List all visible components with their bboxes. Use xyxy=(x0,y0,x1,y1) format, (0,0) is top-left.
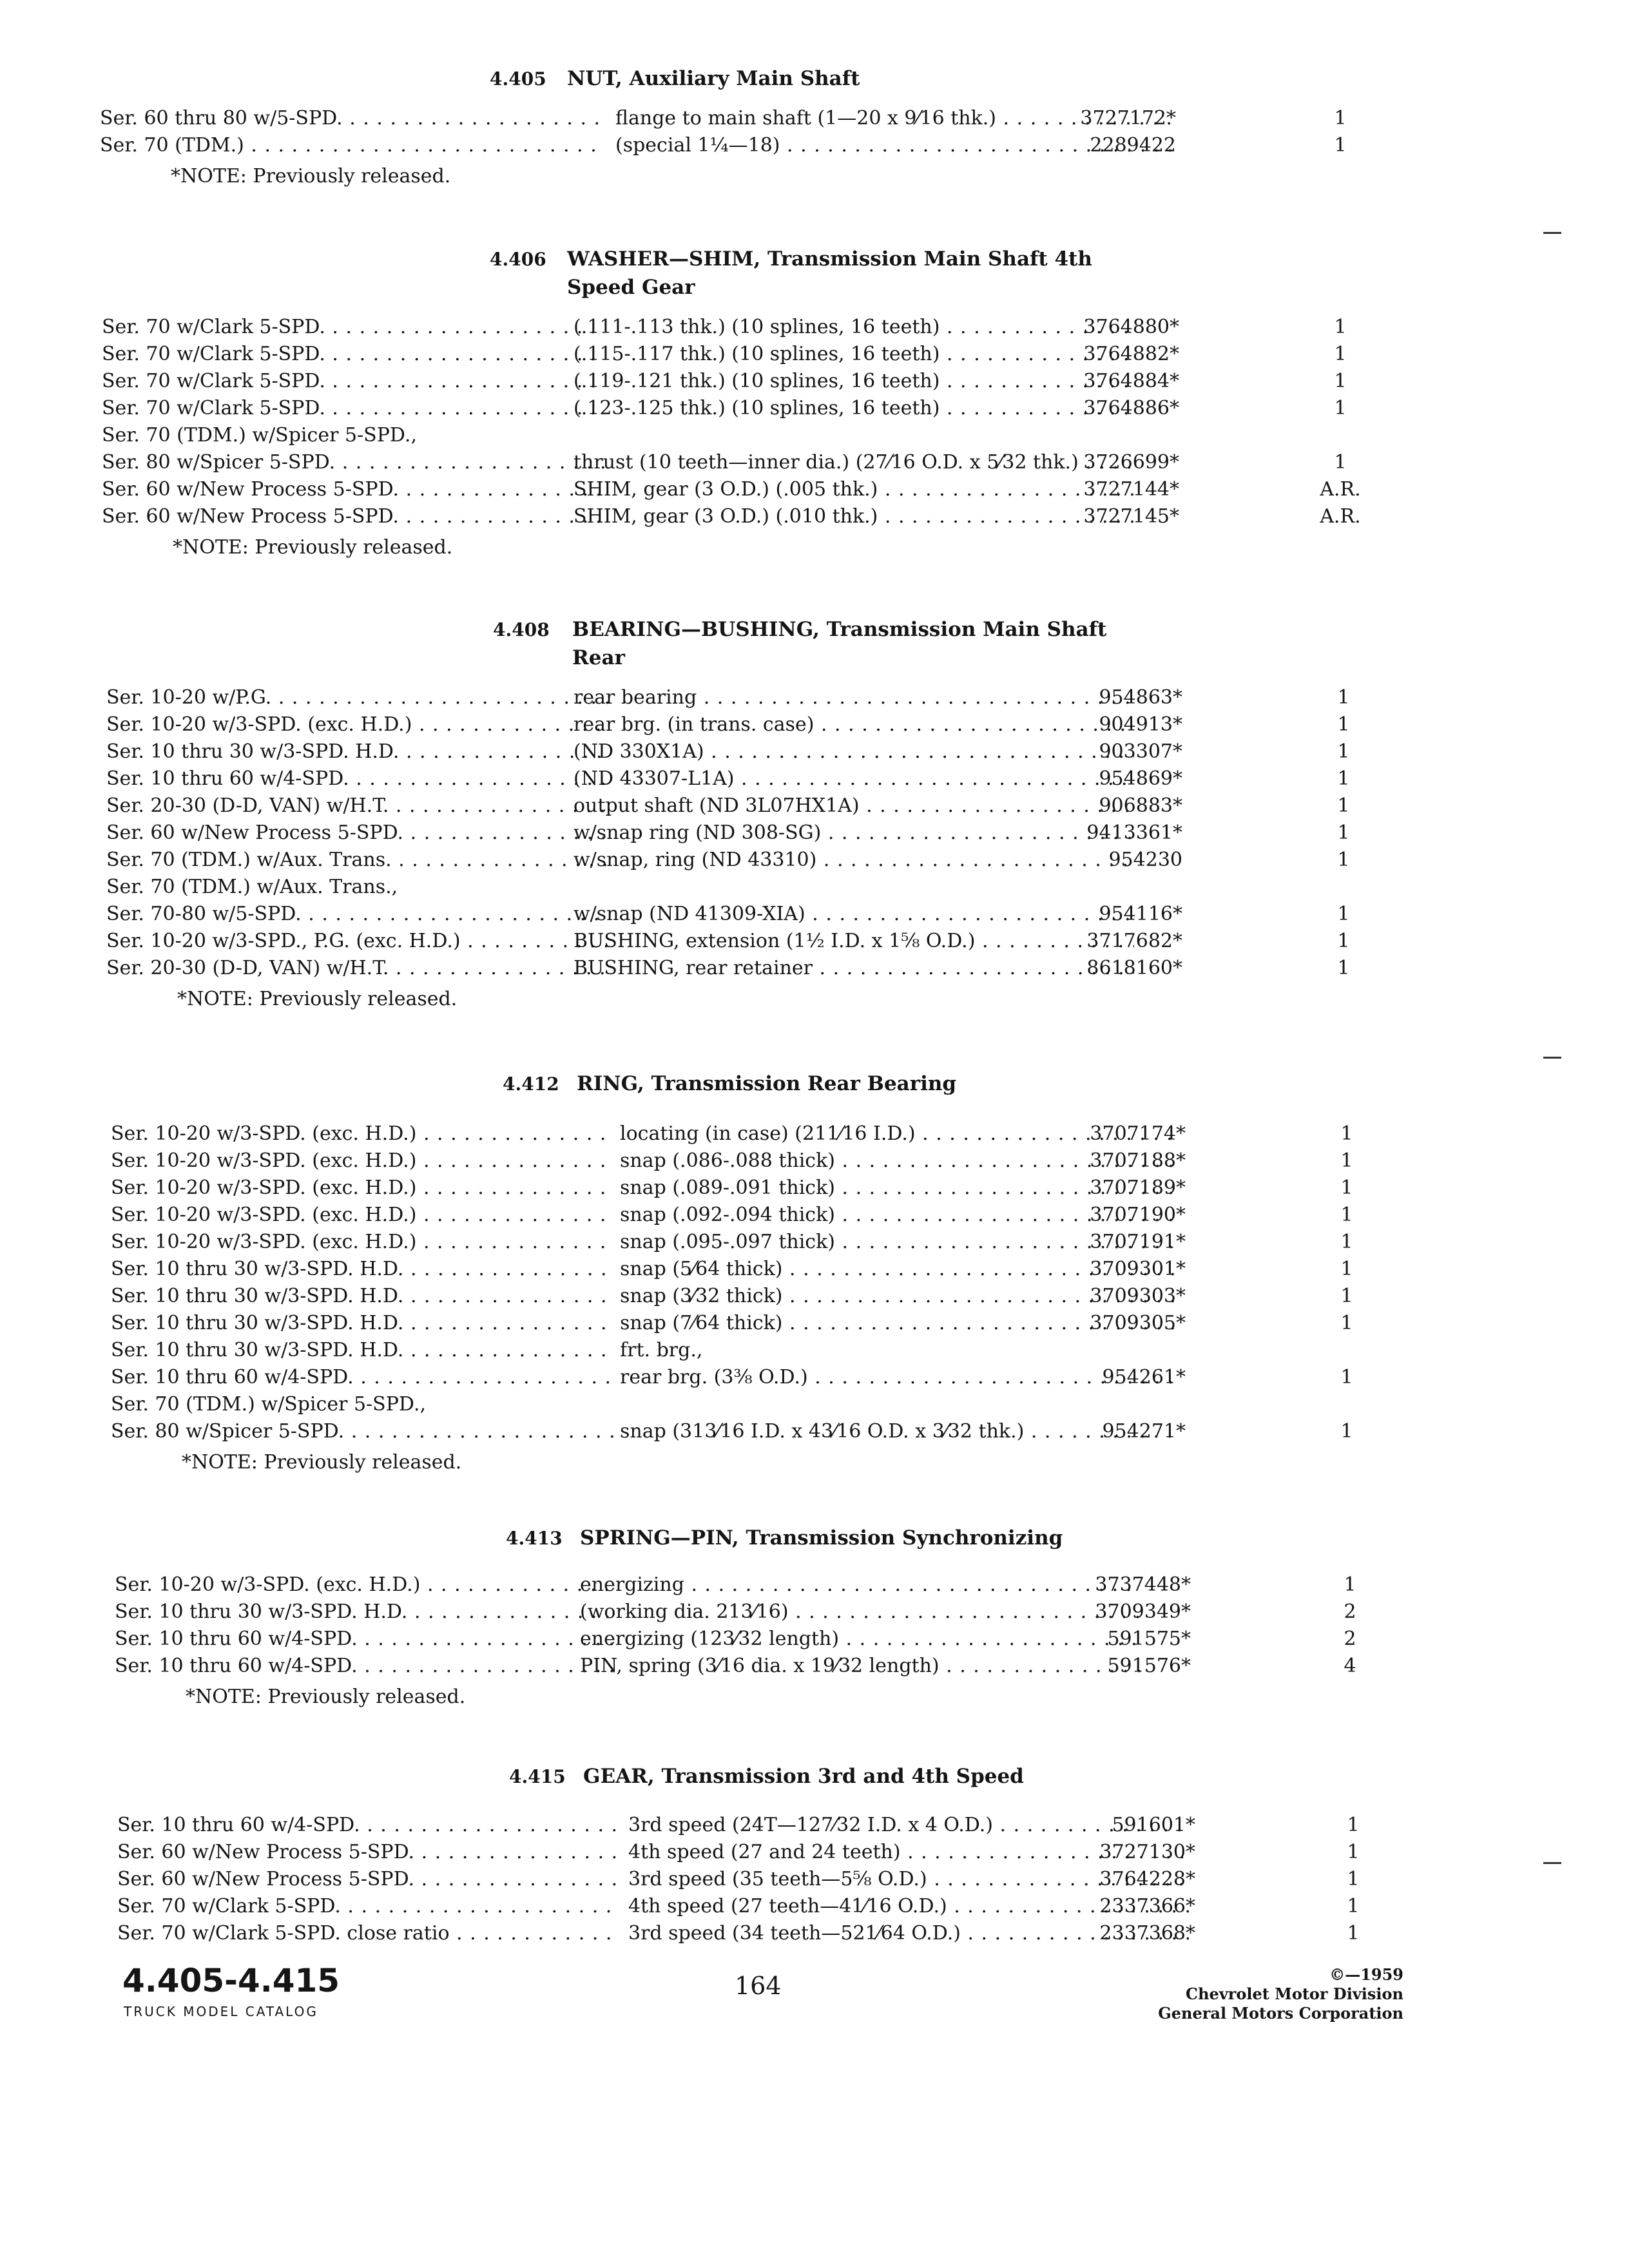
description-cell: snap (.095-.097 thick) . . . xyxy=(620,1231,1181,1253)
quantity-cell: 1 xyxy=(1337,794,1350,817)
part-number-cell: 3707189* xyxy=(1090,1177,1186,1199)
description-cell: snap (7⁄64 thick) . . . xyxy=(620,1312,1181,1334)
table-row xyxy=(0,478,1629,505)
table-row xyxy=(0,1258,1629,1285)
application-cell: Ser. 10 thru 30 w/3-SPD. H.D. . . . xyxy=(106,740,609,763)
application-cell: Ser. 60 w/New Process 5-SPD. . . . xyxy=(102,505,604,528)
application-cell: Ser. 70 (TDM.) w/Spicer 5-SPD., xyxy=(111,1393,426,1416)
application-cell: Ser. 60 w/New Process 5-SPD. . . . xyxy=(102,478,604,501)
copyright-year: ©—1959 xyxy=(1329,1965,1403,1984)
table-row xyxy=(0,1573,1629,1600)
description-cell: output shaft (ND 3L07HX1A) . . . xyxy=(574,794,1134,817)
quantity-cell: 1 xyxy=(1347,1814,1360,1836)
table-row xyxy=(0,505,1629,532)
table-row xyxy=(0,451,1629,478)
table-row xyxy=(0,1312,1629,1339)
section-note: *NOTE: Previously released. xyxy=(171,165,451,187)
section-title: BEARING—BUSHING, Transmission Main Shaft Rear xyxy=(572,618,1107,669)
description-cell: (.123-.125 thk.) (10 splines, 16 teeth) . . . xyxy=(574,397,1134,419)
quantity-cell: 1 xyxy=(1340,1420,1353,1443)
description-cell: snap (3⁄32 thick) . . . xyxy=(620,1285,1181,1307)
description-cell: (special 1¼—18) . . . xyxy=(615,134,1176,157)
section-title: SPRING—PIN, Transmission Synchronizing xyxy=(580,1526,1063,1550)
section-number: 4.406 xyxy=(490,249,546,270)
quantity-cell: A.R. xyxy=(1320,505,1361,528)
table-row xyxy=(0,1420,1629,1447)
part-number-cell: 3727172* xyxy=(1080,107,1176,130)
copyright-block xyxy=(1158,1965,1403,2023)
section-number: 4.413 xyxy=(506,1528,563,1549)
table-row xyxy=(0,424,1629,451)
table-row xyxy=(0,1366,1629,1393)
application-cell: Ser. 70 w/Clark 5-SPD. . . . xyxy=(102,370,604,392)
section-number: 4.412 xyxy=(503,1073,559,1095)
table-row xyxy=(0,1204,1629,1231)
application-cell: Ser. 10 thru 60 w/4-SPD. . . . xyxy=(115,1628,617,1650)
quantity-cell: 1 xyxy=(1337,822,1350,844)
quantity-cell: 1 xyxy=(1337,713,1350,736)
quantity-cell: A.R. xyxy=(1320,478,1361,501)
table-row xyxy=(0,822,1629,849)
description-cell: (ND 43307-L1A) . . . xyxy=(574,767,1134,790)
quantity-cell: 1 xyxy=(1340,1122,1353,1145)
application-cell: Ser. 10 thru 30 w/3-SPD. H.D. . . . xyxy=(111,1285,613,1307)
application-cell: Ser. 80 w/Spicer 5-SPD. . . . xyxy=(111,1420,613,1443)
quantity-cell: 1 xyxy=(1334,343,1347,365)
quantity-cell: 1 xyxy=(1347,1841,1360,1863)
description-cell: flange to main shaft (1—20 x 9⁄16 thk.) . . . xyxy=(615,107,1176,130)
part-number-cell: 954230 xyxy=(1108,849,1182,871)
application-cell: Ser. 10-20 w/3-SPD. (exc. H.D.) . . . xyxy=(111,1122,613,1145)
part-number-cell: 3717682* xyxy=(1086,930,1182,952)
application-cell: Ser. 10 thru 60 w/4-SPD. . . . xyxy=(117,1814,620,1836)
part-number-cell: 954869* xyxy=(1099,767,1182,790)
part-number-cell: 3707191* xyxy=(1090,1231,1186,1253)
margin-mark xyxy=(1543,1057,1561,1059)
section-title: NUT, Auxiliary Main Shaft xyxy=(567,67,860,90)
table-row xyxy=(0,1868,1629,1895)
part-number-cell: 954261* xyxy=(1102,1366,1186,1389)
description-cell: rear brg. (in trans. case) . . . xyxy=(574,713,1134,736)
margin-mark xyxy=(1543,232,1561,234)
application-cell: Ser. 10 thru 60 w/4-SPD. . . . xyxy=(111,1366,613,1389)
quantity-cell: 1 xyxy=(1334,451,1347,474)
application-cell: Ser. 70 (TDM.) . . . xyxy=(100,134,602,157)
part-number-cell: 591576* xyxy=(1107,1655,1191,1677)
quantity-cell: 1 xyxy=(1334,316,1347,338)
application-cell: Ser. 10 thru 30 w/3-SPD. H.D. . . . xyxy=(115,1600,617,1623)
table-row xyxy=(0,767,1629,794)
application-cell: Ser. 70 w/Clark 5-SPD. . . . xyxy=(102,397,604,419)
description-cell: w/snap ring (ND 308-SG) . . . xyxy=(574,822,1134,844)
catalog-name: TRUCK MODEL CATALOG xyxy=(124,2004,318,2019)
table-row xyxy=(0,1177,1629,1204)
description-cell: (.115-.117 thk.) (10 splines, 16 teeth) . . . xyxy=(574,343,1134,365)
part-number-cell: 3709301* xyxy=(1090,1258,1186,1280)
part-number-cell: 3727144* xyxy=(1083,478,1179,501)
table-row xyxy=(0,876,1629,903)
part-number-cell: 3709349* xyxy=(1095,1600,1191,1623)
part-number-cell: 903307* xyxy=(1099,740,1182,763)
description-cell: 4th speed (27 teeth—41⁄16 O.D.) . . . xyxy=(628,1895,1189,1917)
application-cell: Ser. 60 w/New Process 5-SPD. . . . xyxy=(106,822,609,844)
table-row xyxy=(0,1922,1629,1949)
part-number-cell: 3726699* xyxy=(1083,451,1179,474)
table-row xyxy=(0,1393,1629,1420)
section-note: *NOTE: Previously released. xyxy=(177,988,458,1010)
quantity-cell: 1 xyxy=(1337,849,1350,871)
application-cell: Ser. 70-80 w/5-SPD. . . . xyxy=(106,903,609,925)
table-row xyxy=(0,713,1629,740)
table-row xyxy=(0,957,1629,984)
quantity-cell: 1 xyxy=(1340,1312,1353,1334)
description-cell: 4th speed (27 and 24 teeth) . . . xyxy=(628,1841,1189,1863)
application-cell: Ser. 10 thru 60 w/4-SPD. . . . xyxy=(106,767,609,790)
part-number-cell: 904913* xyxy=(1099,713,1182,736)
description-cell: (ND 330X1A) . . . xyxy=(574,740,1134,763)
description-cell: snap (.086-.088 thick) . . . xyxy=(620,1149,1181,1172)
quantity-cell: 4 xyxy=(1344,1655,1356,1677)
quantity-cell: 1 xyxy=(1340,1258,1353,1280)
part-number-cell: 3727130* xyxy=(1099,1841,1195,1863)
part-number-cell: 591601* xyxy=(1112,1814,1195,1836)
description-cell: frt. brg., xyxy=(620,1339,703,1361)
part-number-cell: 3764228* xyxy=(1099,1868,1195,1890)
table-row xyxy=(0,1814,1629,1841)
application-cell: Ser. 70 (TDM.) w/Aux. Trans., xyxy=(106,876,398,898)
part-number-cell: 9413361* xyxy=(1086,822,1182,844)
application-cell: Ser. 10-20 w/3-SPD. (exc. H.D.) . . . xyxy=(111,1231,613,1253)
part-number-cell: 3727145* xyxy=(1083,505,1179,528)
part-number-cell: 954863* xyxy=(1099,686,1182,709)
description-cell: rear brg. (3⅜ O.D.) . . . xyxy=(620,1366,1181,1389)
section-title: WASHER—SHIM, Transmission Main Shaft 4th Speed Gear xyxy=(567,247,1092,299)
application-cell: Ser. 10 thru 60 w/4-SPD. . . . xyxy=(115,1655,617,1677)
quantity-cell: 1 xyxy=(1340,1177,1353,1199)
division-name: Chevrolet Motor Division xyxy=(1186,1984,1403,2003)
part-number-cell: 3764880* xyxy=(1083,316,1179,338)
description-cell: (.111-.113 thk.) (10 splines, 16 teeth) . . . xyxy=(574,316,1134,338)
quantity-cell: 1 xyxy=(1337,767,1350,790)
table-row xyxy=(0,1122,1629,1149)
part-number-cell: 3764882* xyxy=(1083,343,1179,365)
margin-mark xyxy=(1543,1862,1561,1864)
section-note: *NOTE: Previously released. xyxy=(182,1451,462,1474)
application-cell: Ser. 20-30 (D-D, VAN) w/H.T. . . . xyxy=(106,794,609,817)
part-number-cell: 3764886* xyxy=(1083,397,1179,419)
description-cell: BUSHING, extension (1½ I.D. x 1⅝ O.D.) . . . xyxy=(574,930,1134,952)
application-cell: Ser. 70 (TDM.) w/Aux. Trans. . . . xyxy=(106,849,609,871)
table-row xyxy=(0,1149,1629,1177)
quantity-cell: 1 xyxy=(1344,1573,1356,1596)
quantity-cell: 1 xyxy=(1340,1231,1353,1253)
description-cell: (working dia. 213⁄16) . . . xyxy=(580,1600,1141,1623)
part-number-cell: 906883* xyxy=(1099,794,1182,817)
quantity-cell: 1 xyxy=(1334,397,1347,419)
table-row xyxy=(0,134,1629,161)
quantity-cell: 1 xyxy=(1334,107,1347,130)
application-cell: Ser. 10-20 w/P.G. . . . xyxy=(106,686,609,709)
description-cell: snap (.089-.091 thick) . . . xyxy=(620,1177,1181,1199)
quantity-cell: 1 xyxy=(1347,1922,1360,1945)
application-cell: Ser. 10-20 w/3-SPD. (exc. H.D.) . . . xyxy=(111,1177,613,1199)
application-cell: Ser. 70 w/Clark 5-SPD. close ratio . . . xyxy=(117,1922,620,1945)
application-cell: Ser. 10-20 w/3-SPD. (exc. H.D.) . . . xyxy=(115,1573,617,1596)
section-range: 4.405-4.415 xyxy=(122,1962,340,1999)
description-cell: locating (in case) (211⁄16 I.D.) . . . xyxy=(620,1122,1181,1145)
part-number-cell: 8618160* xyxy=(1086,957,1182,979)
application-cell: Ser. 60 thru 80 w/5-SPD. . . . xyxy=(100,107,602,130)
table-row xyxy=(0,930,1629,957)
application-cell: Ser. 10-20 w/3-SPD., P.G. (exc. H.D.) . . . xyxy=(106,930,609,952)
quantity-cell: 1 xyxy=(1340,1366,1353,1389)
table-row xyxy=(0,1231,1629,1258)
page-number: 164 xyxy=(735,1972,782,2000)
description-cell: 3rd speed (35 teeth—5⅝ O.D.) . . . xyxy=(628,1868,1189,1890)
table-row xyxy=(0,107,1629,134)
quantity-cell: 1 xyxy=(1340,1285,1353,1307)
table-row xyxy=(0,343,1629,370)
application-cell: Ser. 60 w/New Process 5-SPD. . . . xyxy=(117,1868,620,1890)
table-row xyxy=(0,1285,1629,1312)
description-cell: snap (313⁄16 I.D. x 43⁄16 O.D. x 3⁄32 thk.) . . . xyxy=(620,1420,1181,1443)
part-number-cell: 954116* xyxy=(1099,903,1182,925)
table-row xyxy=(0,849,1629,876)
part-number-cell: 3764884* xyxy=(1083,370,1179,392)
quantity-cell: 1 xyxy=(1347,1895,1360,1917)
description-cell: BUSHING, rear retainer . . . xyxy=(574,957,1134,979)
quantity-cell: 1 xyxy=(1337,686,1350,709)
part-number-cell: 591575* xyxy=(1107,1628,1191,1650)
application-cell: Ser. 80 w/Spicer 5-SPD. . . . xyxy=(102,451,604,474)
description-cell: energizing . . . xyxy=(580,1573,1141,1596)
table-row xyxy=(0,686,1629,713)
quantity-cell: 1 xyxy=(1347,1868,1360,1890)
description-cell: energizing (123⁄32 length) . . . xyxy=(580,1628,1141,1650)
table-row xyxy=(0,1655,1629,1682)
application-cell: Ser. 70 w/Clark 5-SPD. . . . xyxy=(102,343,604,365)
quantity-cell: 2 xyxy=(1344,1600,1356,1623)
application-cell: Ser. 10 thru 30 w/3-SPD. H.D. . . . xyxy=(111,1312,613,1334)
quantity-cell: 1 xyxy=(1337,903,1350,925)
application-cell: Ser. 10 thru 30 w/3-SPD. H.D. . . . xyxy=(111,1258,613,1280)
description-cell: PIN, spring (3⁄16 dia. x 19⁄32 length) . . . xyxy=(580,1655,1141,1677)
part-number-cell: 954271* xyxy=(1102,1420,1186,1443)
part-number-cell: 3709305* xyxy=(1090,1312,1186,1334)
section-note: *NOTE: Previously released. xyxy=(186,1686,466,1708)
section-title: GEAR, Transmission 3rd and 4th Speed xyxy=(583,1765,1024,1788)
description-cell: snap (.092-.094 thick) . . . xyxy=(620,1204,1181,1226)
table-row xyxy=(0,1600,1629,1628)
quantity-cell: 2 xyxy=(1344,1628,1356,1650)
table-row xyxy=(0,1841,1629,1868)
table-row xyxy=(0,740,1629,767)
table-row xyxy=(0,1339,1629,1366)
part-number-cell: 3737448* xyxy=(1095,1573,1191,1596)
section-title: RING, Transmission Rear Bearing xyxy=(577,1072,957,1095)
description-cell: SHIM, gear (3 O.D.) (.005 thk.) . . . xyxy=(574,478,1134,501)
table-row xyxy=(0,370,1629,397)
application-cell: Ser. 70 w/Clark 5-SPD. . . . xyxy=(102,316,604,338)
description-cell: 3rd speed (34 teeth—521⁄64 O.D.) . . . xyxy=(628,1922,1189,1945)
part-number-cell: 2337368* xyxy=(1099,1922,1195,1945)
description-cell: 3rd speed (24T—127⁄32 I.D. x 4 O.D.) . . . xyxy=(628,1814,1189,1836)
section-number: 4.415 xyxy=(509,1766,566,1787)
table-row xyxy=(0,316,1629,343)
description-cell: w/snap, ring (ND 43310) . . . xyxy=(574,849,1134,871)
table-row xyxy=(0,794,1629,822)
quantity-cell: 1 xyxy=(1340,1149,1353,1172)
corporation-name: General Motors Corporation xyxy=(1158,2004,1403,2023)
quantity-cell: 1 xyxy=(1337,740,1350,763)
application-cell: Ser. 60 w/New Process 5-SPD. . . . xyxy=(117,1841,620,1863)
table-row xyxy=(0,1628,1629,1655)
application-cell: Ser. 10-20 w/3-SPD. (exc. H.D.) . . . xyxy=(111,1204,613,1226)
quantity-cell: 1 xyxy=(1340,1204,1353,1226)
description-cell: thrust (10 teeth—inner dia.) (27⁄16 O.D. x 5⁄32 thk.) . . . xyxy=(574,451,1134,474)
quantity-cell: 1 xyxy=(1334,370,1347,392)
part-number-cell: 3707190* xyxy=(1090,1204,1186,1226)
section-number: 4.405 xyxy=(490,68,546,90)
part-number-cell: 3707174* xyxy=(1090,1122,1186,1145)
description-cell: rear bearing . . . xyxy=(574,686,1134,709)
application-cell: Ser. 70 w/Clark 5-SPD. . . . xyxy=(117,1895,620,1917)
section-number: 4.408 xyxy=(493,619,550,640)
table-row xyxy=(0,1895,1629,1922)
quantity-cell: 1 xyxy=(1334,134,1347,157)
part-number-cell: 3709303* xyxy=(1090,1285,1186,1307)
description-cell: (.119-.121 thk.) (10 splines, 16 teeth) . . . xyxy=(574,370,1134,392)
table-row xyxy=(0,397,1629,424)
application-cell: Ser. 10-20 w/3-SPD. (exc. H.D.) . . . xyxy=(106,713,609,736)
application-cell: Ser. 10 thru 30 w/3-SPD. H.D. . . . xyxy=(111,1339,613,1361)
part-number-cell: 2289422 xyxy=(1090,134,1176,157)
quantity-cell: 1 xyxy=(1337,930,1350,952)
part-number-cell: 2337366* xyxy=(1099,1895,1195,1917)
description-cell: w/snap (ND 41309-XIA) . . . xyxy=(574,903,1134,925)
application-cell: Ser. 70 (TDM.) w/Spicer 5-SPD., xyxy=(102,424,417,447)
application-cell: Ser. 20-30 (D-D, VAN) w/H.T. . . . xyxy=(106,957,609,979)
part-number-cell: 3707188* xyxy=(1090,1149,1186,1172)
section-note: *NOTE: Previously released. xyxy=(173,536,453,559)
table-row xyxy=(0,903,1629,930)
quantity-cell: 1 xyxy=(1337,957,1350,979)
application-cell: Ser. 10-20 w/3-SPD. (exc. H.D.) . . . xyxy=(111,1149,613,1172)
description-cell: SHIM, gear (3 O.D.) (.010 thk.) . . . xyxy=(574,505,1134,528)
description-cell: snap (5⁄64 thick) . . . xyxy=(620,1258,1181,1280)
